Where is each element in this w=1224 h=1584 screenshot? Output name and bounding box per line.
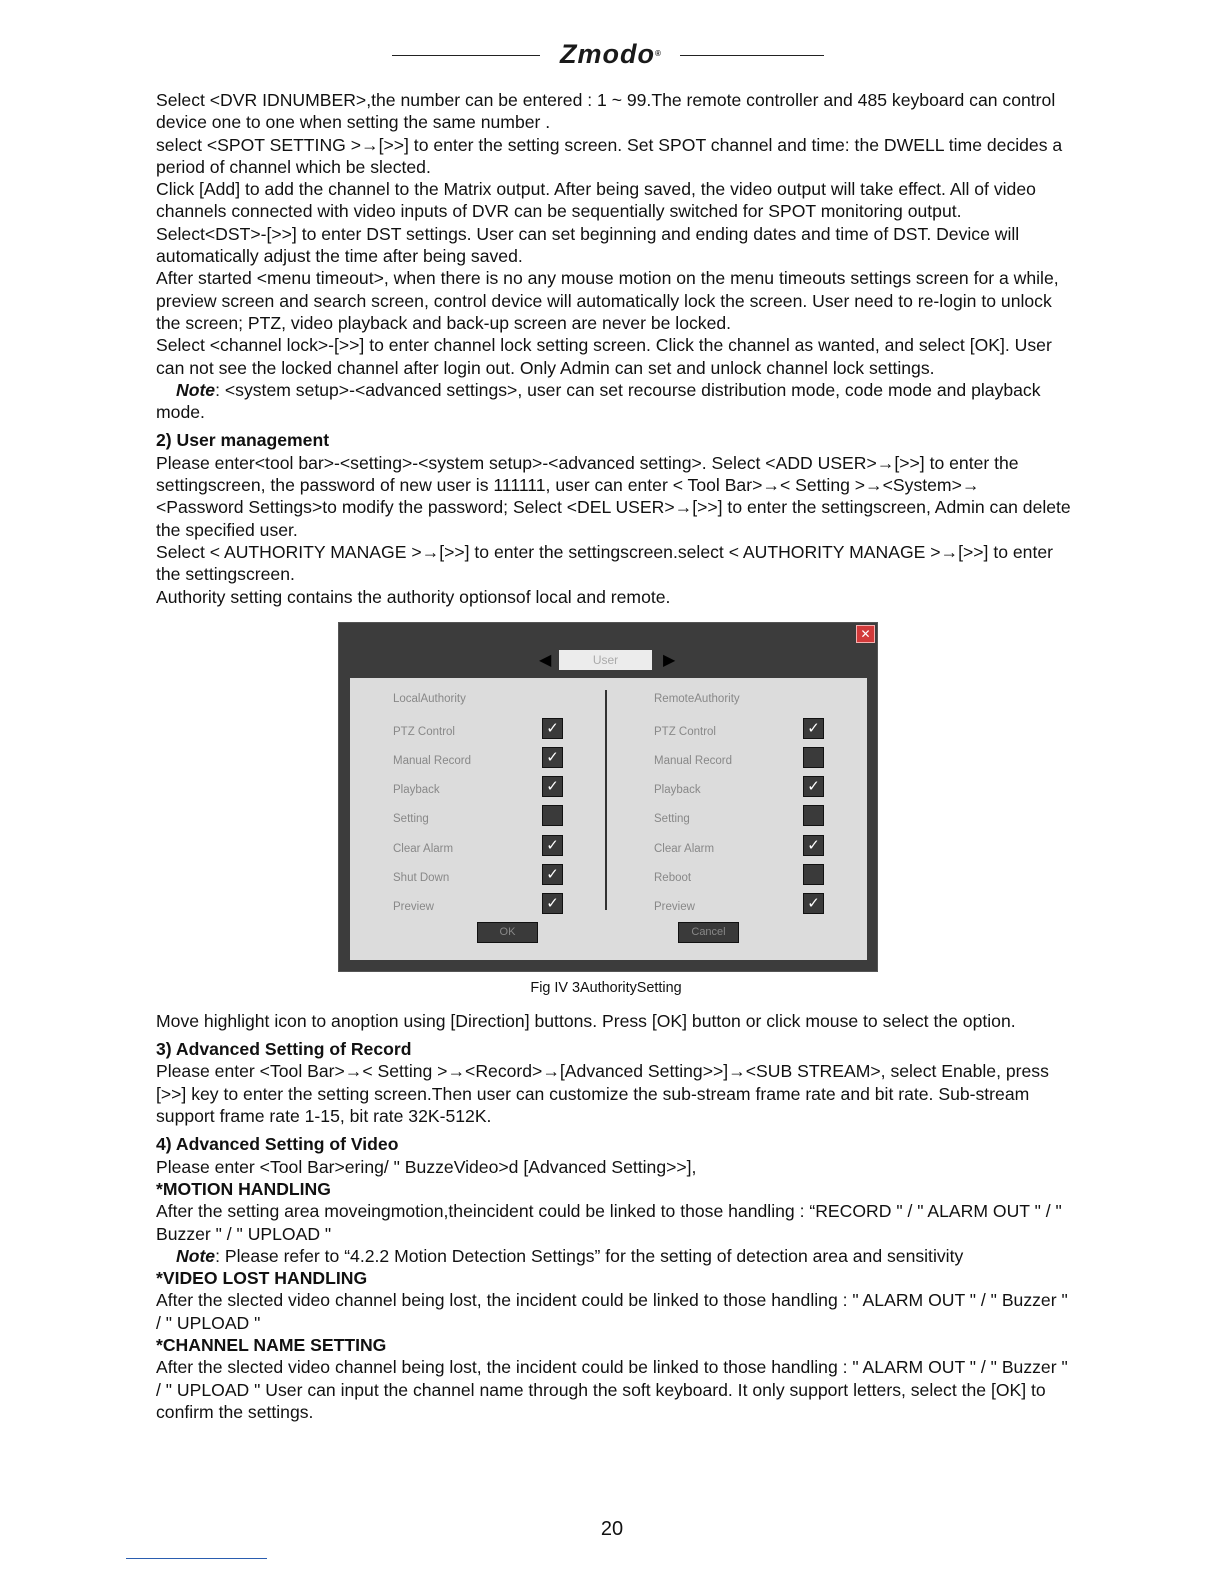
remote-authority-title: RemoteAuthority (654, 692, 740, 705)
checkbox-checked[interactable]: ✓ (542, 893, 563, 914)
authority-label: Clear Alarm (393, 842, 454, 855)
local-row (393, 805, 573, 834)
paragraph-channel-lock: Select <channel lock>-[>>] to enter channel lock setting screen. Click the channel as wanted, and select [OK]. User can not see the locked channel after login out. Only Admin can set and unlock channel lock settings. (156, 335, 1052, 378)
note-advanced-settings (156, 379, 1071, 424)
arrow-left-icon[interactable]: ◀ (539, 651, 552, 669)
column-divider (605, 690, 607, 910)
page-number: 20 (600, 1518, 624, 1540)
header-rule-right (680, 55, 824, 56)
authority-label: Playback (654, 784, 701, 797)
subheading-video-lost: *VIDEO LOST HANDLING (156, 1268, 368, 1289)
user-field[interactable]: User (559, 650, 652, 670)
note-text: : <system setup>-<advanced settings>, user can set recourse distribution mode, code mode and playback mode. (156, 379, 1041, 423)
local-row (393, 776, 573, 805)
cancel-button[interactable]: Cancel (678, 922, 739, 943)
paragraph-add-user: Please enter<tool bar>-<setting>-<system setup>-<advanced setting>. Select <ADD USER>→[>>] to enter the settingscreen, the password of new user is 111111, user can enter < Tool Bar>→< Setting >→<System>→ <Password Settings>to modify the password; Select <DEL USER>→[>>] to enter the settingscreen, Admin can delete the specified user. (156, 452, 1071, 540)
local-authority-title: LocalAuthority (393, 692, 466, 705)
remote-row (654, 805, 834, 834)
remote-authority-column (654, 688, 834, 922)
remote-row (654, 747, 834, 776)
section-heading-video: 4) Advanced Setting of Video (156, 1134, 399, 1155)
paragraph-sub-stream: Please enter <Tool Bar>→< Setting >→<Record>→[Advanced Setting>>]→<SUB STREAM>, select Enable, press [>>] key to enter the setting screen.Then user can customize the sub-stream frame rate and bit rate. Sub-stream support frame rate 1-15, bit rate 32K-512K. (156, 1061, 1049, 1127)
ok-button[interactable]: OK (477, 922, 538, 943)
authority-setting-figure (156, 622, 1071, 1010)
authority-label: Setting (654, 813, 690, 826)
authority-label: Reboot (654, 871, 692, 884)
arrow-right-icon[interactable]: ▶ (663, 651, 676, 669)
authority-label: Shut Down (393, 871, 450, 884)
authority-label: Manual Record (393, 755, 471, 768)
note-motion-detection (156, 1245, 1071, 1267)
checkbox-unchecked[interactable] (803, 805, 824, 826)
checkbox-checked[interactable]: ✓ (803, 776, 824, 797)
note-label: Note (176, 1245, 216, 1266)
paragraph-move-highlight: Move highlight icon to anoption using [Direction] buttons. Press [OK] button or click mouse to select the option. (156, 1010, 1016, 1031)
subheading-channel-name: *CHANNEL NAME SETTING (156, 1334, 387, 1355)
remote-row (654, 893, 834, 922)
authority-label: Clear Alarm (654, 842, 715, 855)
paragraph-authority-options: Authority setting contains the authority optionsof local and remote. (156, 586, 671, 607)
checkbox-checked[interactable]: ✓ (542, 835, 563, 856)
section-heading-record: 3) Advanced Setting of Record (156, 1039, 412, 1060)
checkbox-checked[interactable]: ✓ (803, 893, 824, 914)
paragraph-dvr-id: Select <DVR IDNUMBER>,the number can be entered : 1 ~ 99.The remote controller and 485 keyboard can control device one to one when setting the same number . (156, 90, 1056, 133)
authority-label: Manual Record (654, 755, 732, 768)
local-row (393, 864, 573, 893)
figure-caption: Fig IV 3AuthoritySetting (530, 979, 682, 996)
authority-label: Playback (393, 784, 440, 797)
authority-label: PTZ Control (393, 725, 455, 738)
user-selector (339, 649, 877, 675)
remote-row (654, 864, 834, 893)
paragraph-menu-timeout: After started <menu timeout>, when there is no any mouse motion on the menu timeouts settings screen for a while, preview screen and search screen, control device will automatically lock the screen. User need to re-login to unlock the screen; PTZ, video playback and back-up screen are never be locked. (156, 268, 1059, 333)
local-row (393, 835, 573, 864)
zmodo-logo: Zmodo® (560, 39, 662, 69)
authority-label: Setting (393, 813, 429, 826)
checkbox-checked[interactable]: ✓ (803, 718, 824, 739)
checkbox-checked[interactable]: ✓ (542, 718, 563, 739)
paragraph-motion-handling: After the setting area moveingmotion,theincident could be linked to those handling : “RECORD " / " ALARM OUT " / " Buzzer " / " UPLOAD " (156, 1201, 1062, 1244)
local-row (393, 747, 573, 776)
paragraph-spot-setting: select <SPOT SETTING >→[>>] to enter the setting screen. Set SPOT channel and time: the DWELL time decides a period of channel which be slected. (156, 134, 1063, 177)
subheading-motion-handling: *MOTION HANDLING (156, 1178, 331, 1199)
checkbox-checked[interactable]: ✓ (542, 747, 563, 768)
header-rule-left (392, 55, 540, 56)
authority-label: Preview (393, 900, 434, 913)
checkbox-checked[interactable]: ✓ (542, 864, 563, 885)
note-text: : Please refer to “4.2.2 Motion Detection Settings” for the setting of detection area and sensitivity (215, 1245, 964, 1266)
paragraph-video-lost: After the slected video channel being lost, the incident could be linked to those handling : " ALARM OUT " / " Buzzer " / " UPLOAD " (156, 1290, 1068, 1333)
section-heading-user-management: 2) User management (156, 430, 330, 451)
remote-row (654, 718, 834, 747)
paragraph-channel-name: After the slected video channel being lost, the incident could be linked to those handling : " ALARM OUT " / " Buzzer " / " UPLOAD " User can input the channel name through the soft keyboard. It only support letters, select the [OK] to confirm the settings. (156, 1357, 1068, 1422)
paragraph-matrix-output: Click [Add] to add the channel to the Matrix output. After being saved, the video output will take effect. All of video channels connected with video inputs of DVR can be sequentially switched for SPOT monitoring output. (156, 179, 1036, 222)
checkbox-checked[interactable]: ✓ (803, 835, 824, 856)
checkbox-unchecked[interactable] (803, 747, 824, 768)
checkbox-unchecked[interactable] (542, 805, 563, 826)
page-header (0, 38, 1224, 72)
paragraph-authority-manage: Select < AUTHORITY MANAGE >→[>>] to enter the settingscreen.select < AUTHORITY MANAGE >→[>>] to enter the settingscreen. (156, 541, 1053, 585)
checkbox-checked[interactable]: ✓ (542, 776, 563, 797)
page-content (156, 89, 1071, 1423)
authority-label: PTZ Control (654, 725, 716, 738)
note-label: Note (176, 379, 216, 400)
checkbox-unchecked[interactable] (803, 864, 824, 885)
authority-dialog (338, 622, 878, 972)
paragraph-dst: Select<DST>-[>>] to enter DST settings. User can set beginning and ending dates and time of DST. Device will automatically adjust the time after being saved. (156, 223, 1020, 267)
local-authority-column (393, 688, 573, 922)
authority-label: Preview (654, 900, 695, 913)
paragraph-video-path: Please enter <Tool Bar>ering/ " BuzzeVideo>d [Advanced Setting>>], (156, 1156, 697, 1177)
local-row (393, 893, 573, 922)
remote-row (654, 835, 834, 864)
remote-row (654, 776, 834, 805)
local-row (393, 718, 573, 747)
close-icon[interactable]: ✕ (856, 625, 875, 643)
footer-link-underline (126, 1558, 267, 1559)
authority-panel (350, 678, 867, 960)
